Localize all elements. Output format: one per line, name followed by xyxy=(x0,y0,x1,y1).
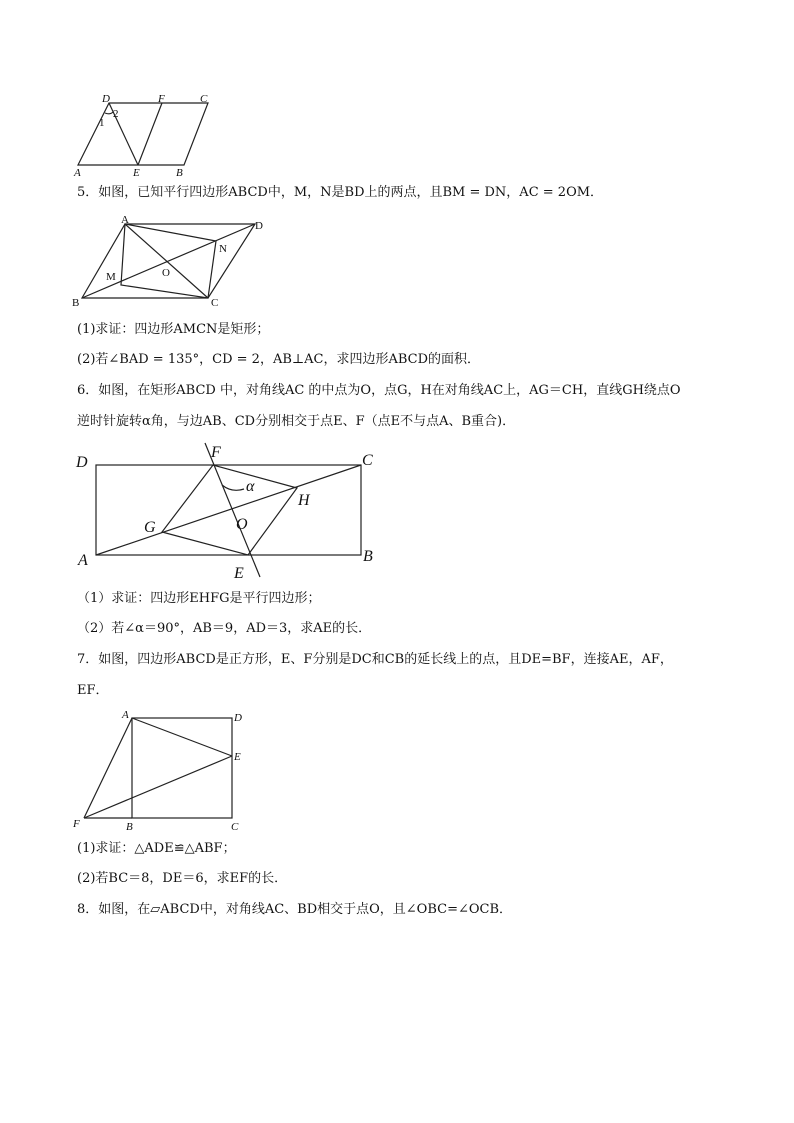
segment-af xyxy=(84,718,132,818)
label-O: O xyxy=(236,516,248,533)
segment-ef xyxy=(138,103,162,165)
q7-part1: (1)求证：△ADE≌△ABF； xyxy=(77,841,236,856)
label-D: D xyxy=(255,220,263,232)
label-E: E xyxy=(234,751,241,763)
label-E: E xyxy=(234,565,244,582)
label-B: B xyxy=(176,167,183,179)
q5-stem: 5．如图，已知平行四边形ABCD中，M，N是BD上的两点，且BM = DN，AC = 2OM． xyxy=(77,185,604,200)
q7-part2: (2)若BC＝8，DE＝6，求EF的长． xyxy=(77,871,288,886)
diagonal-ac xyxy=(96,465,361,555)
label-F: F xyxy=(73,818,80,830)
angle-alpha-arc xyxy=(222,485,244,490)
label-C: C xyxy=(231,821,239,833)
label-O: O xyxy=(162,267,170,279)
label-D: D xyxy=(234,712,242,724)
label-C: C xyxy=(200,93,208,105)
q5-part2: (2)若∠BAD = 135°，CD = 2，AB⊥AC，求四边形ABCD的面积． xyxy=(77,352,480,367)
label-A: A xyxy=(122,709,129,721)
label-angle-2: 2 xyxy=(113,108,119,120)
label-B: B xyxy=(363,548,373,565)
label-M: M xyxy=(106,271,116,283)
q6-part2: （2）若∠α＝90°，AB＝9，AD＝3，求AE的长． xyxy=(77,621,372,636)
segment-ae xyxy=(132,718,232,756)
label-H: H xyxy=(298,492,310,509)
q6-stem-line2: 逆时针旋转α角，与边AB、CD分别相交于点E、F（点E不与点A、B重合)． xyxy=(77,414,516,429)
square-abcd xyxy=(132,718,232,818)
label-N: N xyxy=(219,243,227,255)
label-alpha: α xyxy=(246,478,255,495)
label-B: B xyxy=(72,297,80,309)
q5-part1: (1)求证：四边形AMCN是矩形； xyxy=(77,322,270,337)
label-D: D xyxy=(102,93,110,105)
label-A: A xyxy=(121,214,129,226)
label-C: C xyxy=(211,297,219,309)
label-B: B xyxy=(126,821,133,833)
label-angle-1: 1 xyxy=(99,117,105,129)
q6-stem-line1: 6．如图，在矩形ABCD 中，对角线AC 的中点为O，点G，H在对角线AC上，AG＝CH，直线GH绕点O xyxy=(77,383,681,398)
label-F: F xyxy=(211,444,221,461)
figure-q6 xyxy=(70,435,390,585)
label-A: A xyxy=(78,552,88,569)
figure-q7 xyxy=(70,706,260,836)
figure-q4 xyxy=(70,92,220,182)
parallelogram-adcb xyxy=(78,103,208,165)
angle-mark xyxy=(105,112,113,114)
segment-ef xyxy=(84,756,232,818)
q6-part1: （1）求证：四边形EHFG是平行四边形； xyxy=(77,591,321,606)
label-E: E xyxy=(133,167,140,179)
label-A: A xyxy=(74,167,81,179)
q8-stem: 8．如图，在▱ABCD中，对角线AC、BD相交于点O，且∠OBC=∠OCB． xyxy=(77,902,513,917)
diagonal-bd xyxy=(82,224,255,298)
q7-stem-line1: 7．如图，四边形ABCD是正方形，E、F分别是DC和CB的延长线上的点，且DE=BF，连接AE，AF， xyxy=(77,652,673,667)
label-G: G xyxy=(144,519,156,536)
label-C: C xyxy=(362,452,373,469)
label-F: F xyxy=(158,93,165,105)
label-D: D xyxy=(76,454,88,471)
q7-stem-line2: EF． xyxy=(77,683,109,698)
line-ef xyxy=(205,443,260,577)
figure-q5 xyxy=(70,212,270,310)
